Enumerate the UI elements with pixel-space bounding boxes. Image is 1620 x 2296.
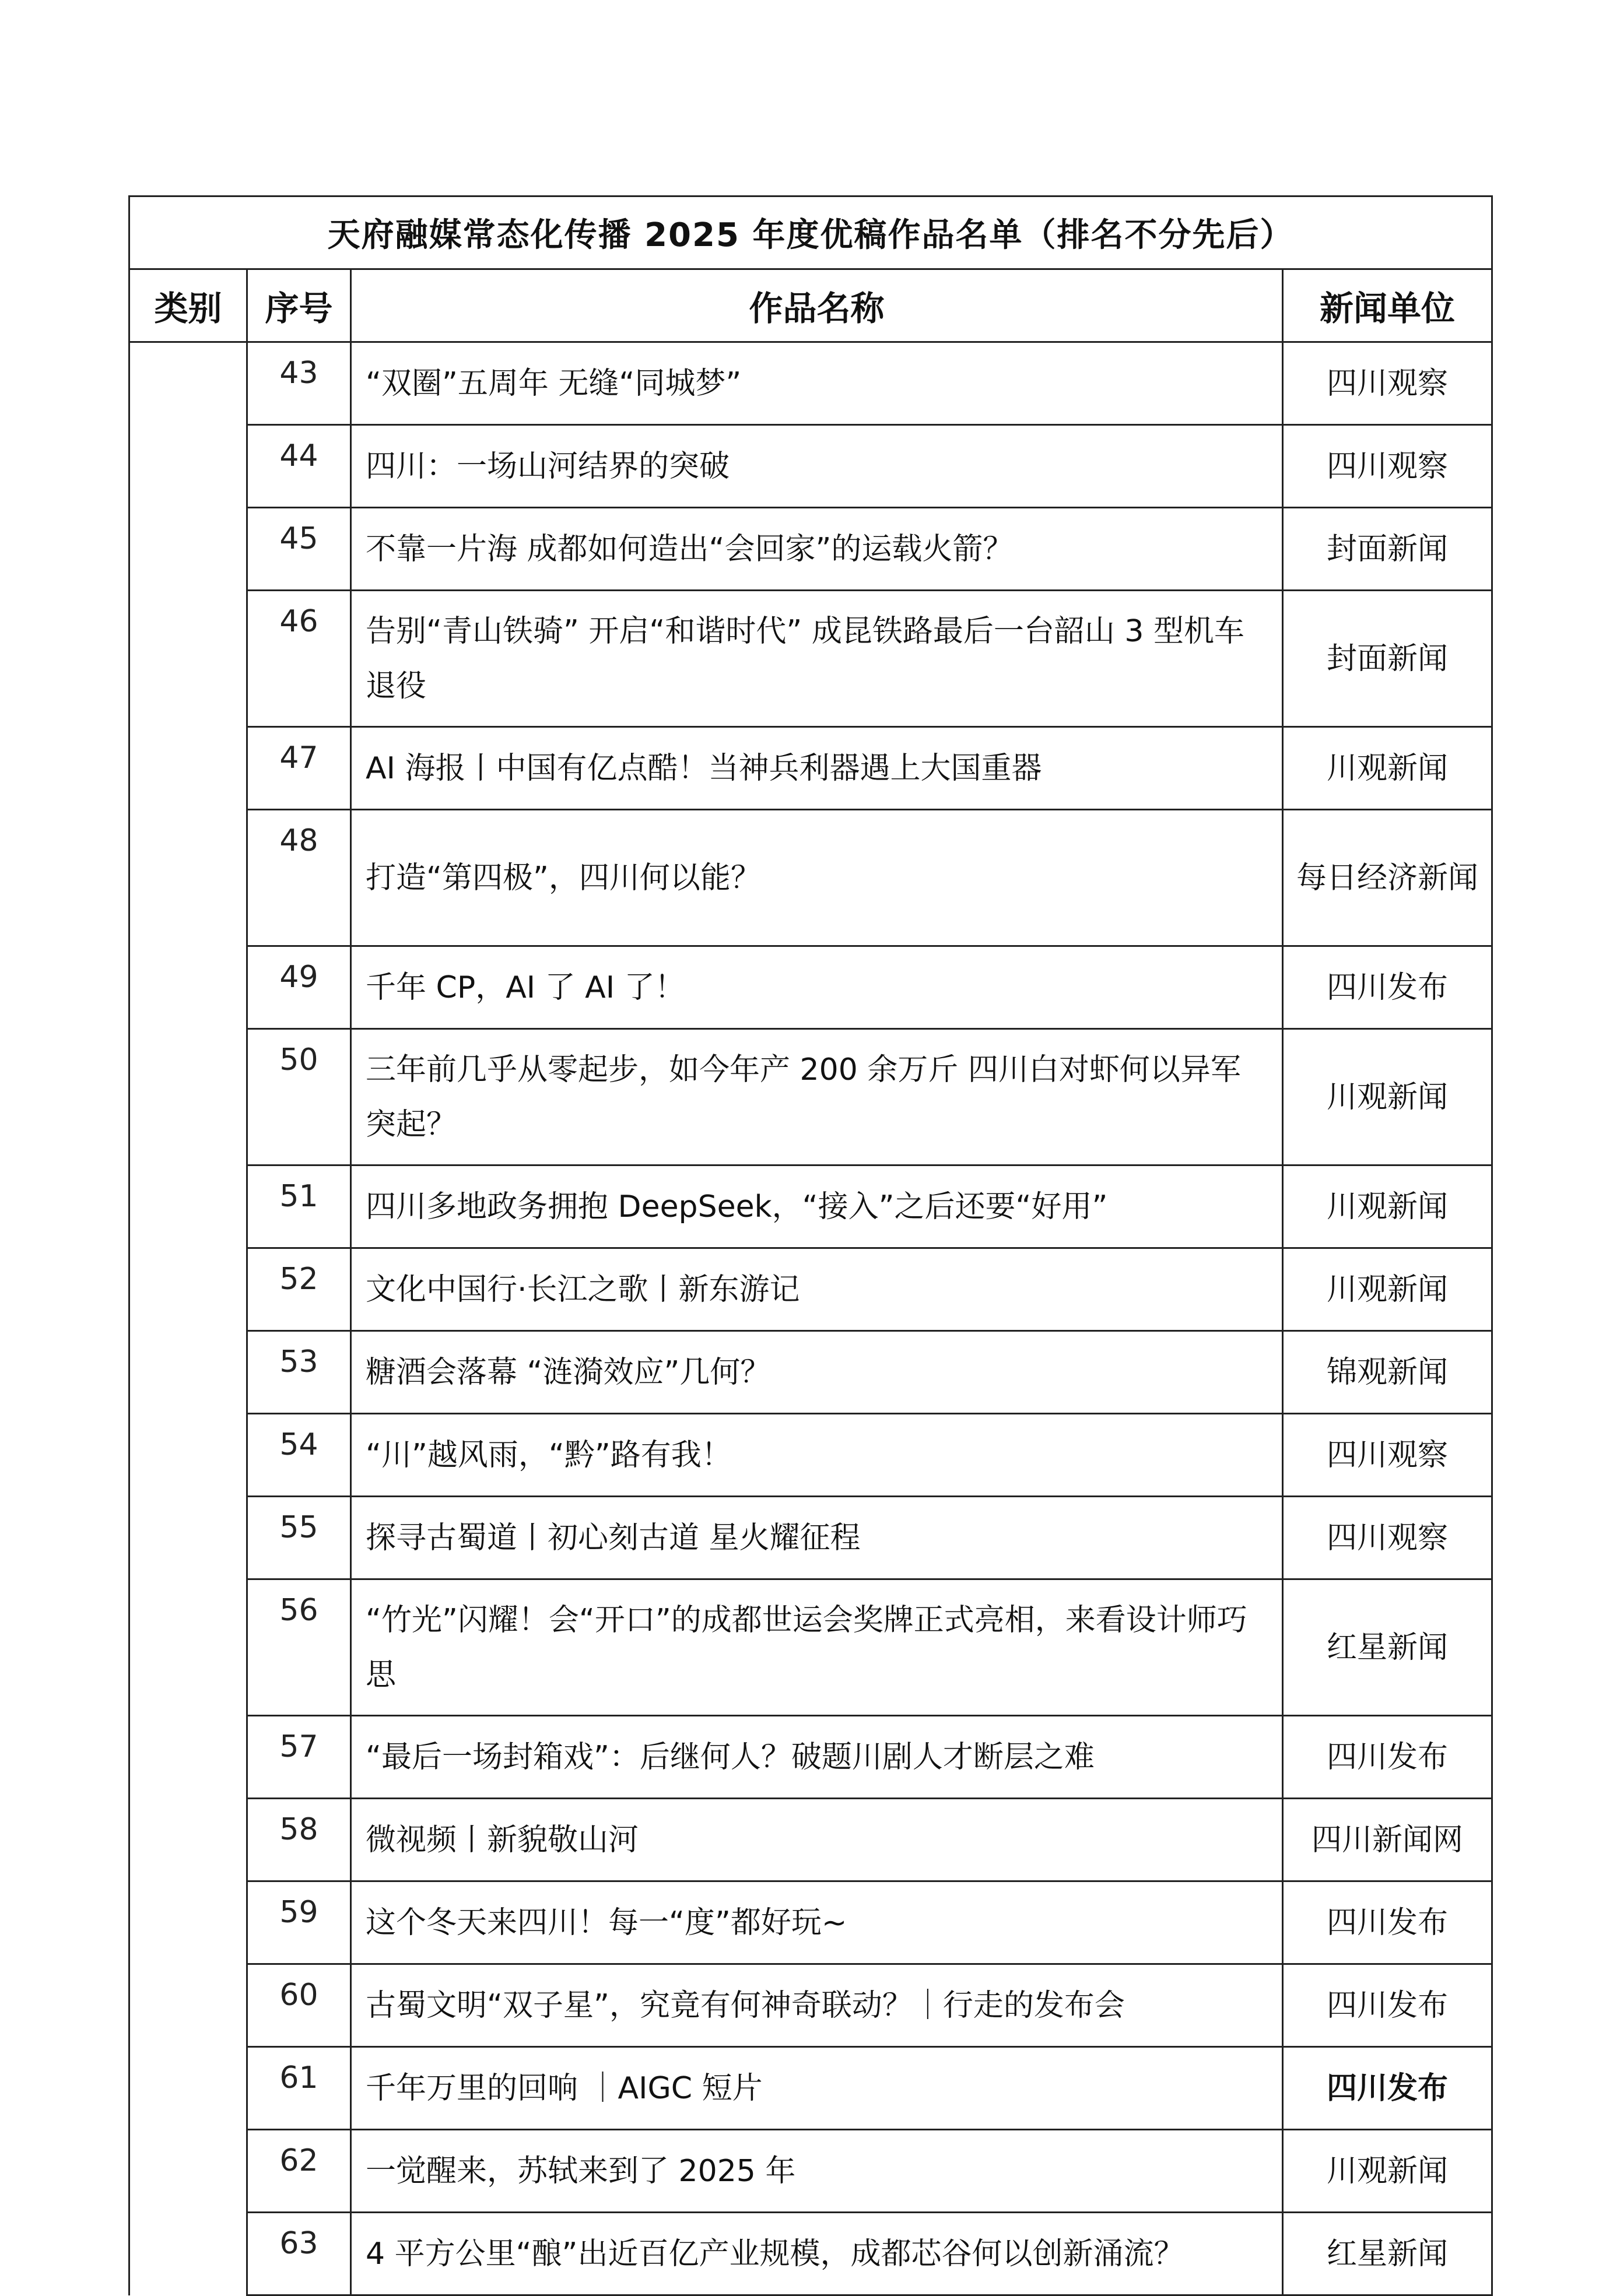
- work-title: 告别“青山铁骑” 开启“和谐时代” 成昆铁路最后一台韶山 3 型机车退役: [351, 591, 1283, 727]
- row-number: 59: [247, 1881, 351, 1964]
- news-unit: 四川观察: [1283, 425, 1492, 508]
- news-unit: 川观新闻: [1283, 727, 1492, 810]
- row-number: 61: [247, 2047, 351, 2130]
- news-unit: 红星新闻: [1283, 1579, 1492, 1716]
- news-unit: 四川观察: [1283, 342, 1492, 425]
- news-unit: 四川观察: [1283, 1497, 1492, 1579]
- work-title: 三年前几乎从零起步，如今年产 200 余万斤 四川白对虾何以异军突起？: [351, 1029, 1283, 1165]
- work-title: 千年万里的回响 ｜AIGC 短片: [351, 2047, 1283, 2130]
- work-title: “川”越风雨，“黔”路有我！: [351, 1414, 1283, 1497]
- news-unit: 川观新闻: [1283, 1248, 1492, 1331]
- work-title: “最后一场封箱戏”：后继何人？破题川剧人才断层之难: [351, 1716, 1283, 1799]
- row-number: 57: [247, 1716, 351, 1799]
- row-number: 45: [247, 508, 351, 591]
- work-title: 文化中国行·长江之歌丨新东游记: [351, 1248, 1283, 1331]
- work-title: 糖酒会落幕 “涟漪效应”几何？: [351, 1331, 1283, 1414]
- news-unit: 封面新闻: [1283, 591, 1492, 727]
- work-title: 4 平方公里“酿”出近百亿产业规模，成都芯谷何以创新涌流？: [351, 2213, 1283, 2295]
- news-unit: 四川新闻网: [1283, 1799, 1492, 1881]
- news-unit: 红星新闻: [1283, 2213, 1492, 2295]
- row-number: 63: [247, 2213, 351, 2295]
- news-unit: 川观新闻: [1283, 1165, 1492, 1248]
- row-number: 43: [247, 342, 351, 425]
- category-cell: [129, 342, 247, 2295]
- news-unit: 川观新闻: [1283, 1029, 1492, 1165]
- news-unit: 每日经济新闻: [1283, 810, 1492, 946]
- row-number: 52: [247, 1248, 351, 1331]
- work-title: 不靠一片海 成都如何造出“会回家”的运载火箭？: [351, 508, 1283, 591]
- row-number: 48: [247, 810, 351, 946]
- row-number: 62: [247, 2130, 351, 2213]
- news-unit: 四川发布: [1283, 1716, 1492, 1799]
- news-unit: 四川发布: [1283, 946, 1492, 1029]
- table-title: 天府融媒常态化传播 2025 年度优稿作品名单（排名不分先后）: [129, 196, 1492, 269]
- work-title: 探寻古蜀道丨初心刻古道 星火耀征程: [351, 1497, 1283, 1579]
- row-number: 54: [247, 1414, 351, 1497]
- work-title: 四川多地政务拥抱 DeepSeek，“接入”之后还要“好用”: [351, 1165, 1283, 1248]
- row-number: 58: [247, 1799, 351, 1881]
- news-unit: 锦观新闻: [1283, 1331, 1492, 1414]
- row-number: 53: [247, 1331, 351, 1414]
- work-title: 一觉醒来，苏轼来到了 2025 年: [351, 2130, 1283, 2213]
- row-number: 60: [247, 1964, 351, 2047]
- header-category: 类别: [129, 269, 247, 342]
- work-title: 千年 CP，AI 了 AI 了！: [351, 946, 1283, 1029]
- work-title: AI 海报丨中国有亿点酷！当神兵利器遇上大国重器: [351, 727, 1283, 810]
- news-unit: 四川观察: [1283, 1414, 1492, 1497]
- row-number: 44: [247, 425, 351, 508]
- header-work-title: 作品名称: [351, 269, 1283, 342]
- news-unit: 四川发布: [1283, 1881, 1492, 1964]
- news-unit: 四川发布: [1283, 1964, 1492, 2047]
- news-unit: 川观新闻: [1283, 2130, 1492, 2213]
- row-number: 51: [247, 1165, 351, 1248]
- header-news-unit: 新闻单位: [1283, 269, 1492, 342]
- header-number: 序号: [247, 269, 351, 342]
- work-title: 打造“第四极”，四川何以能？: [351, 810, 1283, 946]
- work-title: 古蜀文明“双子星”，究竟有何神奇联动？｜行走的发布会: [351, 1964, 1283, 2047]
- work-title: “竹光”闪耀！会“开口”的成都世运会奖牌正式亮相，来看设计师巧思: [351, 1579, 1283, 1716]
- news-unit: 封面新闻: [1283, 508, 1492, 591]
- work-title: 这个冬天来四川！每一“度”都好玩~: [351, 1881, 1283, 1964]
- row-number: 49: [247, 946, 351, 1029]
- news-unit: 四川发布: [1283, 2047, 1492, 2130]
- work-title: “双圈”五周年 无缝“同城梦”: [351, 342, 1283, 425]
- row-number: 47: [247, 727, 351, 810]
- row-number: 56: [247, 1579, 351, 1716]
- work-title: 微视频丨新貌敬山河: [351, 1799, 1283, 1881]
- row-number: 55: [247, 1497, 351, 1579]
- award-list-table: [128, 195, 1493, 2296]
- row-number: 50: [247, 1029, 351, 1165]
- work-title: 四川：一场山河结界的突破: [351, 425, 1283, 508]
- row-number: 46: [247, 591, 351, 727]
